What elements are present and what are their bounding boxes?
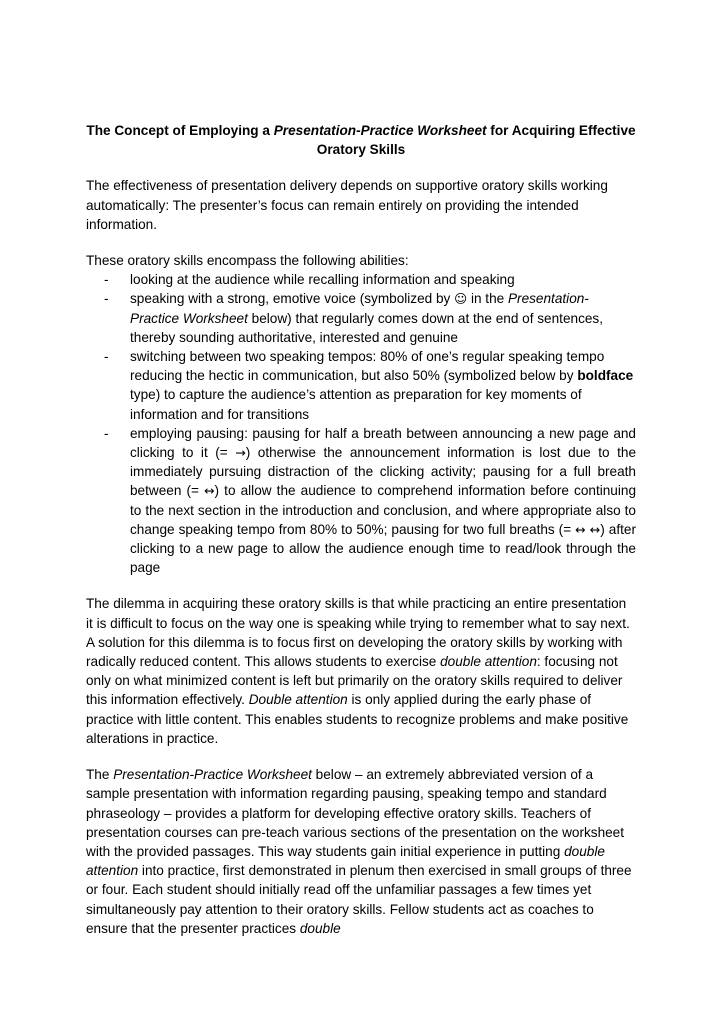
bullet-dash: - bbox=[104, 272, 109, 288]
dilemma-paragraph: The dilemma in acquiring these oratory skills is that while practicing an entire presentation it is difficult to focus on the way one is speaking while trying to remember what to say next. A solution for this dilemma is to focus first on developing the oratory skills by working with radically reduced content. This allows students to exercise double attention: focusing not only on what minimized content is left but primarily on the oratory skills required to deliver this information effectively. Double attention is only applied during the early phase of practice with little content. This enables students to recognize problems and make positive alterations in practice. bbox=[86, 596, 630, 746]
bullet-dash: - bbox=[104, 425, 109, 441]
left-right-arrow-icon: ↔ bbox=[204, 483, 215, 499]
worksheet-paragraph: The Presentation-Practice Worksheet below – an extremely abbreviated version of a sample presentation with information regarding pausing, speaking tempo and standard phraseology – provides a platform for developing effective oratory skills. Teachers of presentation courses can pre-teach various sections of the presentation on the worksheet with the provided passages. This way students gain initial experience in putting double attention into practice, first demonstrated in plenum then exercised in small groups of three or four. Each student should initially read off the unfamiliar passages a few times yet simultaneously pay attention to their oratory skills. Fellow students act as coaches to ensure that the presenter practices double bbox=[86, 767, 632, 936]
list-item: - looking at the audience while recalling information and speaking bbox=[86, 270, 636, 289]
bullet-dash: - bbox=[104, 349, 109, 365]
abilities-intro: These oratory skills encompass the following abilities: bbox=[86, 253, 409, 269]
document-page bbox=[86, 121, 636, 955]
list-item: - switching between two speaking tempos: 80% of one’s regular speaking tempo reducing the hectic in communication, but also 50% (symbolized below by boldface type) to capture the audience’s attention as preparation for key moments of information and for transitions bbox=[104, 349, 634, 422]
right-arrow-icon: → bbox=[235, 445, 246, 461]
document-title: The Concept of Employing a Presentation-Practice Worksheet for Acquiring Effective Oratory Skills bbox=[86, 123, 636, 158]
intro-paragraph: The effectiveness of presentation delivery depends on supportive oratory skills working automatically: The presenter’s focus can remain entirely on providing the intended information. bbox=[86, 178, 608, 232]
double-left-right-arrow-icon: ↔ ↔ bbox=[575, 521, 601, 537]
abilities-list bbox=[86, 270, 636, 577]
list-item: - employing pausing: pausing for half a breath between announcing a new page and clicking to it (= →) otherwise the announcement information is lost due to the immediately pursuing distraction of the clicking activity; pausing for a full breath between (= ↔) to allow the audience to comprehend information before continuing to the next section in the introduction and conclusion, and where appropriate also to change speaking tempo from 80% to 50%; pausing for two full breaths (= ↔ ↔) after clicking to a new page to allow the audience enough time to read/look through the page bbox=[104, 425, 637, 576]
smiley-icon: ☺ bbox=[454, 291, 468, 307]
list-item: - speaking with a strong, emotive voice (symbolized by ☺ in the Presentation-Practice Worksheet below) that regularly comes down at the end of sentences, thereby sounding authoritative, interested and genuine bbox=[104, 291, 604, 345]
bullet-dash: - bbox=[104, 291, 109, 307]
